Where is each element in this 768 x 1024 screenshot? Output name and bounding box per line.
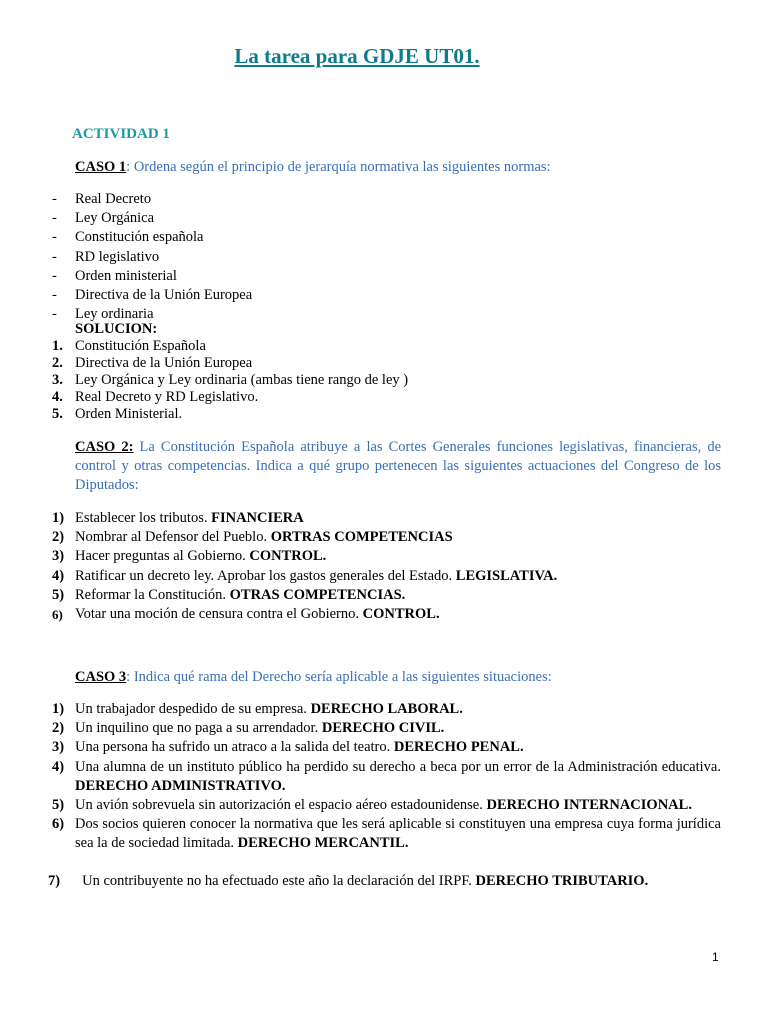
- document-title: La tarea para GDJE UT01.: [234, 44, 480, 68]
- caso3-label: CASO 3: [75, 669, 127, 685]
- list-item: - Orden ministerial: [52, 267, 177, 284]
- solution-item: 4. Real Decreto y RD Legislativo.: [52, 389, 259, 406]
- list-item: 2) Un inquilino que no paga a su arrendador. DERECHO CIVIL.: [52, 720, 445, 737]
- solution-item: 1. Constitución Española: [52, 338, 206, 355]
- list-item: 4) Una alumna de un instituto público ha perdido su derecho a beca por un error de la Administración educativa. DERECHO ADMINISTRATIVO.: [52, 758, 721, 794]
- list-item: - Ley ordinaria: [52, 306, 154, 323]
- list-item: 6) Dos socios quieren conocer la normativa que les será aplicable si constituyen una empresa cuya forma jurídica sea la de sociedad limitada. DERECHO MERCANTIL.: [52, 816, 721, 852]
- list-item: 3) Hacer preguntas al Gobierno. CONTROL.: [52, 548, 327, 565]
- caso2-question: La Constitución Española atribuye a las Cortes Generales funciones legislativas, financieras, de control y otras competencias. Indica a qué grupo pertenecen las siguientes actuaciones del Congreso de los Diputados:: [75, 439, 722, 494]
- list-item: 4) Ratificar un decreto ley. Aprobar los gastos generales del Estado. LEGISLATIVA.: [52, 567, 558, 584]
- page-number: 1: [712, 950, 719, 964]
- list-item: 5) Un avión sobrevuela sin autorización el espacio aéreo estadounidense. DERECHO INTERNACIONAL.: [52, 797, 692, 814]
- list-item: 5) Reformar la Constitución. OTRAS COMPETENCIAS.: [52, 586, 406, 603]
- list-item: - Ley Orgánica: [52, 210, 155, 227]
- activity-heading: ACTIVIDAD 1: [72, 126, 170, 142]
- caso1-question: Ordena según el principio de jerarquía normativa las siguientes normas:: [133, 159, 551, 175]
- list-item: - Constitución española: [52, 229, 204, 246]
- list-item: 2) Nombrar al Defensor del Pueblo. ORTRAS COMPETENCIAS: [52, 529, 453, 546]
- caso1-norms-list: [0, 190, 768, 422]
- list-item: 1) Establecer los tributos. FINANCIERA: [52, 510, 304, 526]
- solution-item: 5. Orden Ministerial.: [52, 406, 183, 423]
- caso2-label: CASO 2:: [75, 439, 134, 455]
- list-item: 3) Una persona ha sufrido un atraco a la salida del teatro. DERECHO PENAL.: [52, 739, 524, 756]
- solution-item: 2. Directiva de la Unión Europea: [52, 355, 253, 372]
- caso3-heading: CASO 3: Indica qué rama del Derecho sería aplicable a las siguientes situaciones:: [75, 669, 552, 685]
- solution-label-row: [0, 320, 768, 337]
- caso3-list: [0, 700, 768, 854]
- caso2-list: [0, 509, 768, 624]
- caso2-heading: [75, 438, 721, 496]
- caso1-label: CASO 1: [75, 159, 127, 175]
- solution-item: 3. Ley Orgánica y Ley ordinaria (ambas tiene rango de ley ): [52, 372, 409, 389]
- list-item: 6) Votar una moción de censura contra el Gobierno. CONTROL.: [52, 605, 440, 622]
- caso1-heading: CASO 1: Ordena según el principio de jerarquía normativa las siguientes normas:: [75, 159, 551, 175]
- list-item: 1) Un trabajador despedido de su empresa. DERECHO LABORAL.: [52, 701, 463, 717]
- list-item: - Real Decreto: [52, 191, 152, 207]
- caso3-question: Indica qué rama del Derecho sería aplicable a las siguientes situaciones:: [133, 669, 552, 685]
- list-item: - RD legislativo: [52, 248, 160, 265]
- list-item: - Directiva de la Unión Europea: [52, 286, 253, 303]
- list-item: 7) Un contribuyente no ha efectuado este año la declaración del IRPF. DERECHO TRIBUTARIO.: [48, 873, 649, 889]
- solution-label: SOLUCION:: [75, 321, 158, 338]
